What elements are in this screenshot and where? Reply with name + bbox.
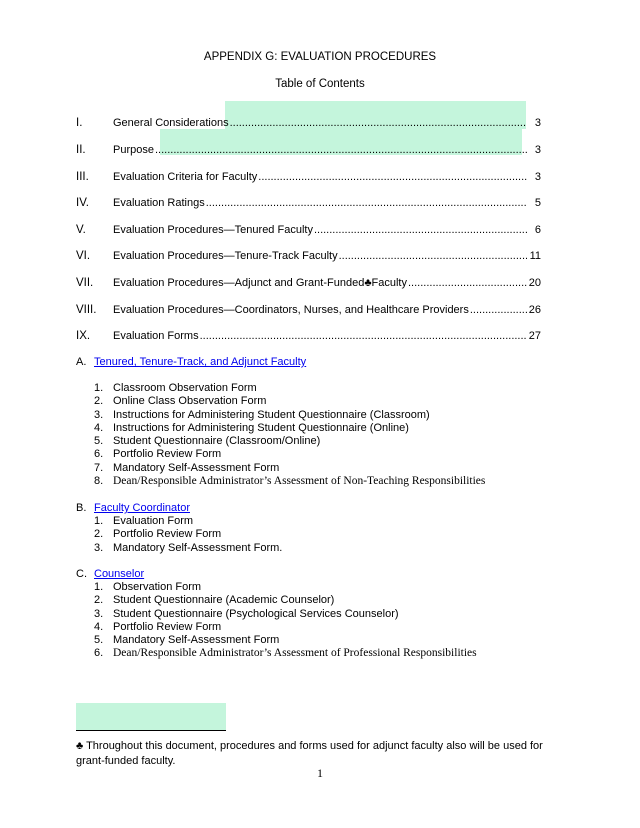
page-number: 1 <box>317 766 323 780</box>
section-c-heading <box>76 568 144 580</box>
toc-page-number: 3 <box>534 144 541 156</box>
toc-entry-9[interactable] <box>76 330 541 346</box>
toc-page-number: 27 <box>528 330 541 342</box>
toc-entry-4[interactable] <box>76 197 541 213</box>
toc-page-number: 26 <box>528 304 541 316</box>
toc-number: V. <box>76 224 86 236</box>
highlight-block-3 <box>76 703 226 730</box>
toc-label: Evaluation Forms <box>113 330 199 342</box>
toc-leader <box>470 304 527 316</box>
list-item: 1. Evaluation Form <box>94 515 194 527</box>
list-item: 5. Mandatory Self-Assessment Form <box>94 634 280 647</box>
toc-number: I. <box>76 117 83 129</box>
toc-number: III. <box>76 171 89 183</box>
section-letter: C. <box>76 568 87 580</box>
list-item: 4. Portfolio Review Form <box>94 620 222 633</box>
list-item: 3. Student Questionnaire (Psychological Services Counselor) <box>94 607 399 620</box>
section-c-list <box>94 581 477 661</box>
toc-label: Purpose <box>113 144 154 156</box>
toc-label: Evaluation Procedures—Adjunct and Grant-Funded♣Faculty <box>113 277 407 289</box>
footnote: ♣ Throughout this document, procedures and forms used for adjunct faculty also will be used for grant-funded faculty. <box>76 740 543 767</box>
appendix-title: APPENDIX G: EVALUATION PROCEDURES <box>203 51 437 63</box>
section-a-link[interactable]: Tenured, Tenure-Track, and Adjunct Faculty <box>94 356 307 368</box>
list-item: 2. Portfolio Review Form <box>94 528 222 541</box>
toc-label: Evaluation Procedures—Tenured Faculty <box>113 224 313 236</box>
list-item: 2. Student Questionnaire (Academic Counselor) <box>94 594 335 607</box>
section-b-heading <box>76 502 190 514</box>
toc-label: Evaluation Procedures—Tenure-Track Faculty <box>113 250 338 262</box>
section-letter: B. <box>76 502 87 514</box>
toc-entry-8[interactable] <box>76 304 541 320</box>
toc-number: II. <box>76 144 86 156</box>
toc-leader <box>200 330 527 342</box>
toc-number: VII. <box>76 277 94 289</box>
section-b-link[interactable]: Faculty Coordinator <box>94 502 190 514</box>
toc-leader <box>408 277 527 289</box>
list-item: 7. Mandatory Self-Assessment Form <box>94 461 280 474</box>
toc-leader <box>314 224 527 236</box>
toc-page-number: 3 <box>534 171 541 183</box>
toc-number: VI. <box>76 250 91 262</box>
list-item: 6. Dean/Responsible Administrator’s Assessment of Professional Responsibilities <box>94 647 477 660</box>
list-item: 3. Mandatory Self-Assessment Form. <box>94 541 283 554</box>
section-b-list <box>94 515 282 555</box>
toc-leader <box>258 171 527 183</box>
toc-entry-6[interactable] <box>76 250 541 266</box>
toc-heading: Table of Contents <box>275 78 365 90</box>
toc-leader <box>339 250 527 262</box>
toc-page-number: 11 <box>529 250 541 262</box>
toc-page-number: 20 <box>528 277 541 289</box>
section-c-link[interactable]: Counselor <box>94 568 145 580</box>
list-item: 1. Classroom Observation Form <box>94 382 257 394</box>
toc-number: VIII. <box>76 304 97 316</box>
toc-label: General Considerations <box>113 117 229 129</box>
toc-page-number: 5 <box>534 197 541 209</box>
toc-number: IX. <box>76 330 91 342</box>
section-a-heading <box>76 356 306 368</box>
list-item: 2. Online Class Observation Form <box>94 395 267 408</box>
toc-leader <box>230 117 527 129</box>
list-item: 3. Instructions for Administering Student Questionnaire (Classroom) <box>94 408 430 421</box>
toc-label: Evaluation Ratings <box>113 197 205 209</box>
toc-leader <box>155 144 527 156</box>
toc-entry-1[interactable] <box>76 117 541 133</box>
toc-page-number: 3 <box>534 117 541 129</box>
toc-page-number: 6 <box>534 224 541 236</box>
list-item: 6. Portfolio Review Form <box>94 448 222 461</box>
section-letter: A. <box>76 356 87 368</box>
list-item: 1. Observation Form <box>94 581 202 593</box>
toc-number: IV. <box>76 197 90 209</box>
toc-label: Evaluation Procedures—Coordinators, Nurses, and Healthcare Providers <box>113 304 469 316</box>
toc-entry-2[interactable] <box>76 144 541 160</box>
toc-entry-3[interactable] <box>76 171 541 187</box>
toc-leader <box>206 197 527 209</box>
section-a-list <box>94 382 485 488</box>
list-item: 4. Instructions for Administering Student Questionnaire (Online) <box>94 421 409 434</box>
footnote-separator <box>76 730 226 731</box>
list-item: 8. Dean/Responsible Administrator’s Assessment of Non-Teaching Responsibilities <box>94 475 486 488</box>
toc-entry-5[interactable] <box>76 224 541 240</box>
list-item: 5. Student Questionnaire (Classroom/Online) <box>94 435 321 448</box>
toc-entry-7[interactable] <box>76 277 541 293</box>
toc-label: Evaluation Criteria for Faculty <box>113 171 258 183</box>
